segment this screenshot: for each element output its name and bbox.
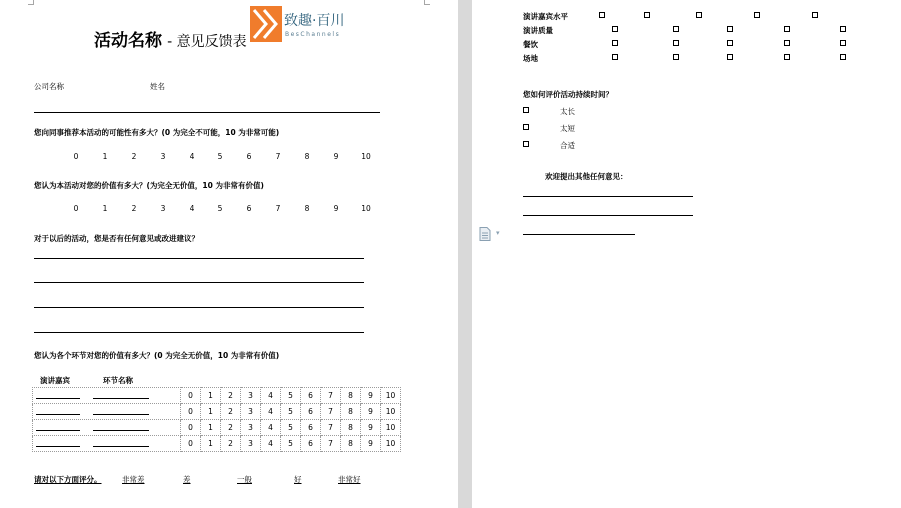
section-rating-table	[32, 387, 401, 452]
rating-cell[interactable]: 2	[221, 388, 241, 404]
scale-option[interactable]: 5	[217, 152, 223, 161]
scale-option[interactable]: 9	[333, 152, 339, 161]
rating-intro: 请对以下方面评分。	[34, 475, 102, 484]
column-section: 环节名称	[103, 376, 133, 385]
question-section-value: 您认为各个环节对您的价值有多大？(0 为完全无价值，10 为非常有价值)	[34, 351, 280, 360]
rating-cell[interactable]: 9	[361, 436, 381, 452]
answer-line[interactable]	[34, 307, 364, 308]
rating-checkbox[interactable]	[840, 26, 846, 32]
rating-cell[interactable]: 2	[221, 436, 241, 452]
rating-row-label: 演讲嘉宾水平	[523, 12, 568, 21]
speaker-section-cell[interactable]	[33, 436, 181, 452]
rating-checkbox[interactable]	[727, 26, 733, 32]
rating-cell[interactable]: 0	[181, 388, 201, 404]
rating-cell[interactable]: 0	[181, 436, 201, 452]
rating-checkbox[interactable]	[784, 26, 790, 32]
rating-cell[interactable]: 3	[241, 420, 261, 436]
speaker-section-cell[interactable]	[33, 388, 181, 404]
logo-name: 致趣·百川	[284, 13, 345, 29]
company-name-line[interactable]	[34, 112, 380, 113]
answer-line[interactable]	[34, 282, 364, 283]
scale-option[interactable]: 8	[304, 204, 310, 213]
rating-cell[interactable]: 6	[301, 388, 321, 404]
rating-cell[interactable]: 10	[381, 420, 401, 436]
document-icon[interactable]	[479, 226, 491, 240]
duration-checkbox[interactable]	[523, 124, 529, 130]
scale-option[interactable]: 9	[333, 204, 339, 213]
rating-cell[interactable]: 8	[341, 404, 361, 420]
rating-checkbox[interactable]	[612, 26, 618, 32]
rating-checkbox[interactable]	[812, 12, 818, 18]
rating-cell[interactable]: 9	[361, 388, 381, 404]
rating-cell[interactable]: 7	[321, 436, 341, 452]
chevron-down-icon[interactable]: ▾	[496, 229, 500, 237]
rating-cell[interactable]: 7	[321, 404, 341, 420]
rating-cell[interactable]: 2	[221, 404, 241, 420]
rating-cell[interactable]: 3	[241, 388, 261, 404]
rating-checkbox[interactable]	[612, 40, 618, 46]
scale-option[interactable]: 10	[361, 204, 371, 213]
rating-option-very-poor[interactable]: 非常差	[122, 475, 145, 484]
rating-cell[interactable]: 5	[281, 404, 301, 420]
scale-option[interactable]: 2	[131, 152, 137, 161]
scale-option[interactable]: 7	[275, 204, 281, 213]
rating-cell[interactable]: 1	[201, 404, 221, 420]
rating-cell[interactable]: 8	[341, 388, 361, 404]
question-value: 您认为本活动对您的价值有多大？(为完全无价值，10 为非常有价值)	[34, 181, 264, 190]
logo-mark	[250, 6, 282, 42]
rating-cell[interactable]: 6	[301, 436, 321, 452]
rating-row-label: 餐饮	[523, 40, 538, 49]
rating-cell[interactable]: 0	[181, 420, 201, 436]
scale-option[interactable]: 4	[189, 204, 195, 213]
table-row	[33, 436, 401, 452]
scale-option[interactable]: 10	[361, 152, 371, 161]
rating-checkbox[interactable]	[696, 12, 702, 18]
title-main: 活动名称	[94, 31, 162, 51]
rating-cell[interactable]: 7	[321, 388, 341, 404]
table-row	[33, 388, 401, 404]
rating-cell[interactable]: 5	[281, 436, 301, 452]
logo-subtitle: BesChannels	[285, 31, 341, 38]
form-title	[94, 26, 247, 51]
question-recommend: 您向同事推荐本活动的可能性有多大？(0 为完全不可能，10 为非常可能)	[34, 128, 280, 137]
rating-checkbox[interactable]	[673, 26, 679, 32]
rating-row-label: 场地	[523, 54, 538, 63]
question-duration: 您如何评价活动持续时间？	[523, 90, 613, 99]
rating-cell[interactable]: 4	[261, 388, 281, 404]
answer-line[interactable]	[34, 258, 364, 259]
rating-checkbox[interactable]	[612, 54, 618, 60]
scale-option[interactable]: 1	[102, 152, 108, 161]
scale-option[interactable]: 6	[246, 204, 252, 213]
rating-checkbox[interactable]	[599, 12, 605, 18]
rating-cell[interactable]: 6	[301, 404, 321, 420]
page-corner-mark	[424, 0, 430, 5]
duration-checkbox[interactable]	[523, 107, 529, 113]
rating-cell[interactable]: 10	[381, 388, 401, 404]
rating-cell[interactable]: 10	[381, 404, 401, 420]
document-page-right	[472, 0, 901, 508]
rating-checkbox[interactable]	[840, 40, 846, 46]
question-other-comments: 欢迎提出其他任何意见：	[545, 172, 628, 181]
rating-cell[interactable]: 1	[201, 436, 221, 452]
rating-checkbox[interactable]	[754, 12, 760, 18]
rating-checkbox[interactable]	[840, 54, 846, 60]
page-gap	[458, 0, 472, 508]
answer-line[interactable]	[523, 215, 693, 216]
rating-option-average[interactable]: 一般	[237, 475, 252, 484]
scale-option[interactable]: 5	[217, 204, 223, 213]
duration-option[interactable]: 太短	[560, 124, 575, 133]
duration-option[interactable]: 合适	[560, 141, 575, 150]
rating-cell[interactable]: 4	[261, 404, 281, 420]
scale-option[interactable]: 1	[102, 204, 108, 213]
rating-cell[interactable]: 7	[321, 420, 341, 436]
rating-cell[interactable]: 5	[281, 388, 301, 404]
speaker-section-cell[interactable]	[33, 404, 181, 420]
rating-cell[interactable]: 9	[361, 404, 381, 420]
rating-cell[interactable]: 0	[181, 404, 201, 420]
rating-cell[interactable]: 8	[341, 420, 361, 436]
page-corner-mark	[28, 0, 34, 5]
rating-cell[interactable]: 1	[201, 388, 221, 404]
rating-checkbox[interactable]	[727, 54, 733, 60]
scale-option[interactable]: 7	[275, 152, 281, 161]
rating-checkbox[interactable]	[644, 12, 650, 18]
rating-checkbox[interactable]	[673, 40, 679, 46]
rating-cell[interactable]: 9	[361, 420, 381, 436]
rating-cell[interactable]: 1	[201, 420, 221, 436]
rating-cell[interactable]: 3	[241, 436, 261, 452]
rating-cell[interactable]: 5	[281, 420, 301, 436]
answer-line[interactable]	[523, 234, 635, 235]
rating-cell[interactable]: 4	[261, 420, 281, 436]
duration-option[interactable]: 太长	[560, 107, 575, 116]
question-suggestions: 对于以后的活动，您是否有任何意见或改进建议？	[34, 234, 199, 243]
scale-option[interactable]: 4	[189, 152, 195, 161]
title-sub: - 意见反馈表	[167, 34, 247, 50]
scale-option[interactable]: 3	[160, 152, 166, 161]
scale-option[interactable]: 8	[304, 152, 310, 161]
scale-option[interactable]: 0	[73, 204, 79, 213]
answer-line[interactable]	[34, 332, 364, 333]
rating-checkbox[interactable]	[784, 40, 790, 46]
rating-option-good[interactable]: 好	[294, 475, 302, 484]
rating-option-poor[interactable]: 差	[183, 475, 191, 484]
rating-checkbox[interactable]	[784, 54, 790, 60]
rating-row-label: 演讲质量	[523, 26, 553, 35]
company-label: 公司名称	[34, 82, 64, 91]
rating-option-very-good[interactable]: 非常好	[338, 475, 361, 484]
scale-option[interactable]: 2	[131, 204, 137, 213]
speaker-section-cell[interactable]	[33, 420, 181, 436]
name-label: 姓名	[150, 82, 165, 91]
rating-checkbox[interactable]	[727, 40, 733, 46]
scale-option[interactable]: 0	[73, 152, 79, 161]
column-speaker: 演讲嘉宾	[40, 376, 70, 385]
rating-cell[interactable]: 3	[241, 404, 261, 420]
rating-cell[interactable]: 2	[221, 420, 241, 436]
duration-checkbox[interactable]	[523, 141, 529, 147]
answer-line[interactable]	[523, 196, 693, 197]
rating-cell[interactable]: 6	[301, 420, 321, 436]
scale-option[interactable]: 3	[160, 204, 166, 213]
rating-cell[interactable]: 4	[261, 436, 281, 452]
table-row	[33, 404, 401, 420]
rating-checkbox[interactable]	[673, 54, 679, 60]
rating-cell[interactable]: 8	[341, 436, 361, 452]
scale-option[interactable]: 6	[246, 152, 252, 161]
rating-cell[interactable]: 10	[381, 436, 401, 452]
table-row	[33, 420, 401, 436]
